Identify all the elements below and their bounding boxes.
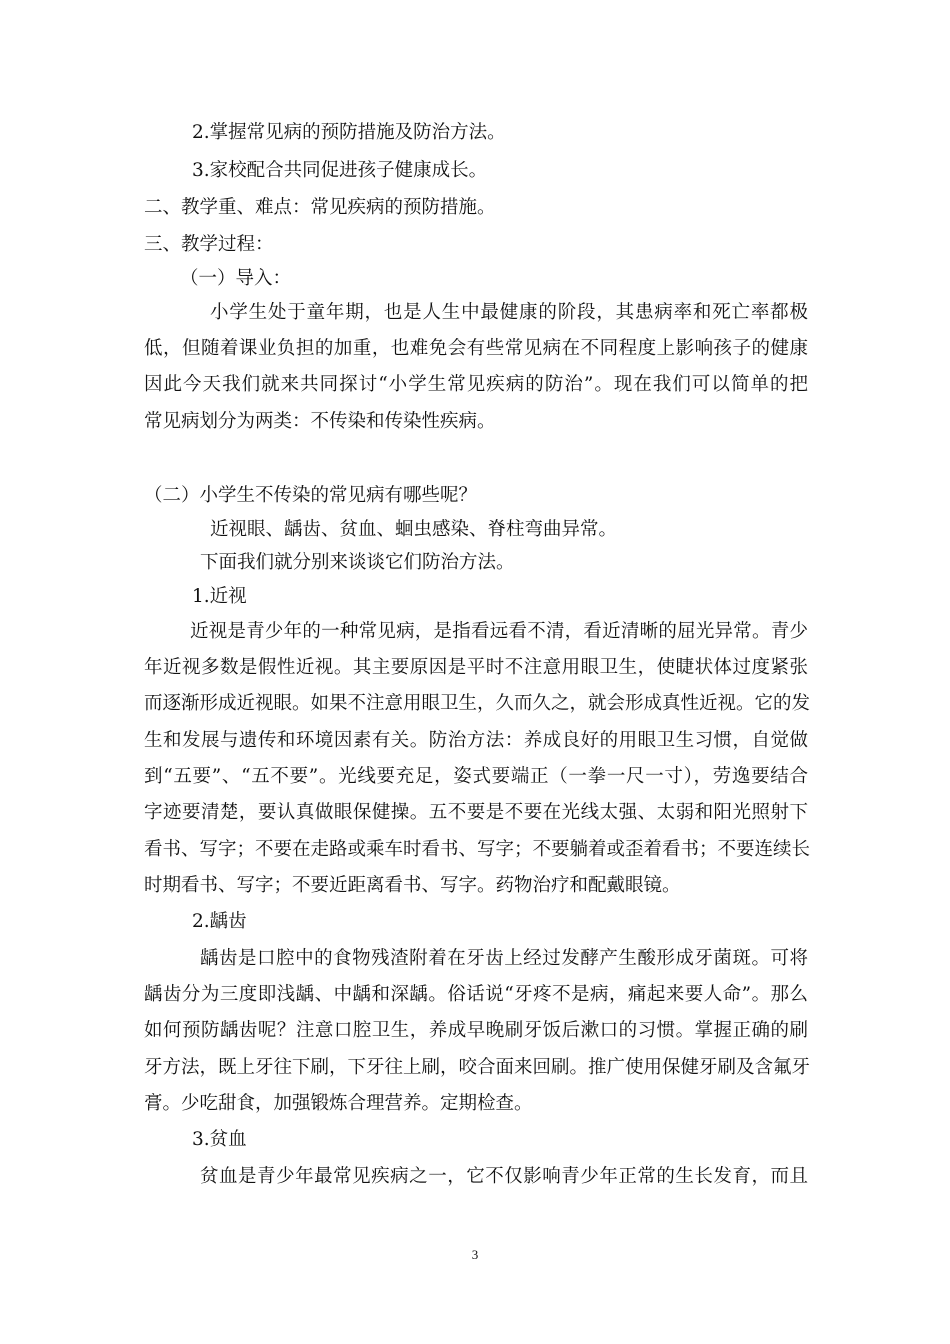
myopia-paragraph-line-2: 年近视多数是假性近视。其主要原因是平时不注意用眼卫生，使睫状体过度紧张 (144, 657, 808, 678)
intro-paragraph-line-1: 小学生处于童年期，也是人生中最健康的阶段，其患病率和死亡率都极 (210, 302, 808, 323)
myopia-paragraph-line-7: 看书、写字；不要在走路或乘车时看书、写字；不要躺着或歪着看书；不要连续长 (144, 839, 811, 860)
page-number: 3 (471, 1247, 479, 1262)
myopia-paragraph-line-3: 而逐渐形成近视眼。如果不注意用眼卫生，久而久之，就会形成真性近视。它的发 (144, 693, 811, 714)
intro-paragraph-line-3: 因此今天我们就来共同探讨“小学生常见疾病的防治”。现在我们可以简单的把 (144, 374, 808, 395)
caries-paragraph-line-5: 膏。少吃甜食，加强锻炼合理营养。定期检查。 (144, 1093, 533, 1114)
subheading-introduction: （一）导入： (180, 268, 292, 289)
disease-list: 近视眼、龋齿、贫血、蛔虫感染、脊柱弯曲异常。 (210, 519, 618, 540)
myopia-paragraph-line-6: 字迹要清楚，要认真做眼保健操。五不要是不要在光线太强、太弱和阳光照射下 (144, 802, 808, 823)
heading-teaching-process: 三、教学过程： (144, 234, 274, 255)
subheading-non-infectious: （二）小学生不传染的常见病有哪些呢？ (144, 485, 478, 506)
anemia-paragraph-line-1: 贫血是青少年最常见疾病之一，它不仅影响青少年正常的生长发育，而且 (200, 1166, 808, 1187)
myopia-paragraph-line-5: 到“五要”、“五不要”。光线要充足，姿式要端正（一拳一尺一寸），劳逸要结合 (144, 766, 808, 787)
caries-paragraph-line-4: 牙方法，既上牙往下刷，下牙往上刷，咬合面来回刷。推广使用保健牙刷及含氟牙 (144, 1057, 811, 1078)
myopia-paragraph-line-1: 近视是青少年的一种常见病，是指看远看不清，看近清晰的屈光异常。青少 (190, 621, 808, 642)
transition-sentence: 下面我们就分别来谈谈它们防治方法。 (200, 552, 515, 573)
objective-3: 3.家校配合共同促进孩子健康成长。 (192, 160, 488, 181)
caries-paragraph-line-3: 如何预防龋齿呢？注意口腔卫生，养成早晚刷牙饭后漱口的习惯。掌握正确的刷 (144, 1020, 808, 1041)
heading-anemia: 3.贫血 (192, 1129, 247, 1150)
caries-paragraph-line-2: 龋齿分为三度即浅龋、中龋和深龋。俗话说“牙疼不是病，痛起来要人命”。那么 (144, 984, 808, 1005)
heading-myopia: 1.近视 (192, 586, 247, 607)
myopia-paragraph-line-8: 时期看书、写字；不要近距离看书、写字。药物治疗和配戴眼镜。 (144, 875, 681, 896)
myopia-paragraph-line-4: 生和发展与遗传和环境因素有关。防治方法：养成良好的用眼卫生习惯，自觉做 (144, 730, 808, 751)
heading-dental-caries: 2.龋齿 (192, 911, 247, 932)
objective-2: 2.掌握常见病的预防措施及防治方法。 (192, 122, 506, 143)
caries-paragraph-line-1: 龋齿是口腔中的食物残渣附着在牙齿上经过发酵产生酸形成牙菌斑。可将 (200, 948, 808, 969)
intro-paragraph-line-4: 常见病划分为两类：不传染和传染性疾病。 (144, 411, 496, 432)
intro-paragraph-line-2: 低，但随着课业负担的加重，也难免会有些常见病在不同程度上影响孩子的健康 (144, 338, 808, 359)
heading-key-points: 二、教学重、难点：常见疾病的预防措施。 (144, 197, 496, 218)
